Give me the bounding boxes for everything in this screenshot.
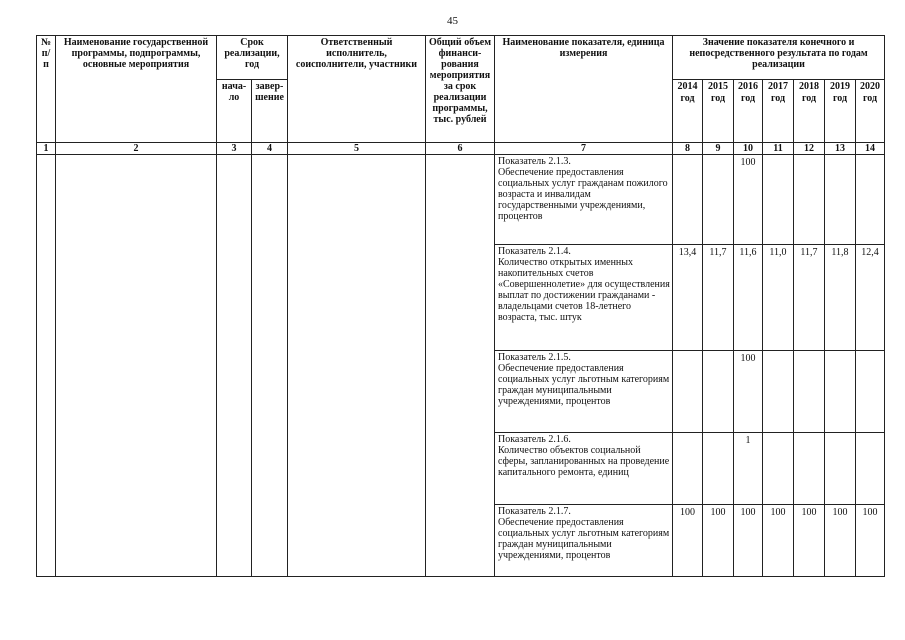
value-2015	[703, 155, 734, 245]
value-2018: 100	[794, 505, 825, 577]
header-period: Срок реализации, год	[217, 36, 288, 80]
value-2020	[856, 155, 885, 245]
indicator-code: Показатель 2.1.6.	[498, 434, 571, 445]
header-number: № п/п	[37, 36, 56, 143]
column-number: 2	[56, 143, 217, 155]
value-2017: 11,0	[763, 245, 794, 351]
empty-cell	[56, 155, 217, 577]
header-year-2016: 2016 год	[734, 80, 763, 143]
value-2019	[825, 351, 856, 433]
value-2017	[763, 155, 794, 245]
header-year-2018: 2018 год	[794, 80, 825, 143]
indicator-code: Показатель 2.1.5.	[498, 352, 571, 363]
indicator-code: Показатель 2.1.4.	[498, 246, 571, 257]
indicator-text: Количество объектов социальной сферы, запланированных на проведение капитального ремонта, единиц	[498, 445, 670, 478]
column-number: 7	[495, 143, 673, 155]
table-row	[37, 155, 885, 245]
value-2016: 100	[734, 155, 763, 245]
value-2015	[703, 351, 734, 433]
empty-cell	[252, 155, 288, 577]
column-number: 10	[734, 143, 763, 155]
indicator-text: Обеспечение предоставления социальных услуг льготным категориям граждан муниципальными учреждениями, процентов	[498, 517, 670, 561]
empty-cell	[37, 155, 56, 577]
indicator-code: Показатель 2.1.7.	[498, 506, 571, 517]
header-period-start: нача-ло	[217, 80, 252, 143]
page-number: 45	[447, 15, 458, 27]
indicator-text: Обеспечение предоставления социальных услуг гражданам пожилого возраста и инвалидам государственными учреждениями, процентов	[498, 167, 668, 222]
empty-cell	[217, 155, 252, 577]
value-2015	[703, 433, 734, 505]
indicator-cell	[495, 351, 673, 433]
value-2015: 11,7	[703, 245, 734, 351]
indicator-cell	[495, 433, 673, 505]
value-2018	[794, 155, 825, 245]
value-2020	[856, 351, 885, 433]
value-2017	[763, 433, 794, 505]
value-2016: 1	[734, 433, 763, 505]
value-2015: 100	[703, 505, 734, 577]
header-year-2015: 2015 год	[703, 80, 734, 143]
column-number: 4	[252, 143, 288, 155]
value-2014	[673, 351, 703, 433]
indicator-text: Обеспечение предоставления социальных услуг льготным категориям граждан муниципальными учреждениями, процентов	[498, 363, 670, 407]
value-2019	[825, 155, 856, 245]
value-2014	[673, 155, 703, 245]
indicator-cell	[495, 245, 673, 351]
header-indicator-name: Наименование показателя, единица измерения	[495, 36, 673, 143]
header-period-end: завер-шение	[252, 80, 288, 143]
indicator-code: Показатель 2.1.3.	[498, 156, 571, 167]
value-2017	[763, 351, 794, 433]
column-number: 14	[856, 143, 885, 155]
column-number: 13	[825, 143, 856, 155]
value-2016: 100	[734, 351, 763, 433]
header-year-2014: 2014 год	[673, 80, 703, 143]
value-2020	[856, 433, 885, 505]
empty-cell	[426, 155, 495, 577]
value-2014	[673, 433, 703, 505]
column-number: 11	[763, 143, 794, 155]
value-2016: 11,6	[734, 245, 763, 351]
header-financing: Общий объем финанси-рования мероприятия за срок реализации программы, тыс. рублей	[426, 36, 495, 143]
column-number: 5	[288, 143, 426, 155]
header-year-2020: 2020 год	[856, 80, 885, 143]
header-program-name: Наименование государственной программы, подпрограммы, основные мероприятия	[56, 36, 217, 143]
indicator-cell	[495, 505, 673, 577]
column-number: 1	[37, 143, 56, 155]
column-number: 8	[673, 143, 703, 155]
value-2014: 100	[673, 505, 703, 577]
value-2018	[794, 351, 825, 433]
indicators-table	[36, 35, 885, 577]
indicator-cell	[495, 155, 673, 245]
column-number: 9	[703, 143, 734, 155]
value-2016: 100	[734, 505, 763, 577]
header-values-by-year: Значение показателя конечного и непосредственного результата по годам реализации	[673, 36, 885, 80]
value-2020: 100	[856, 505, 885, 577]
header-year-2017: 2017 год	[763, 80, 794, 143]
value-2019	[825, 433, 856, 505]
value-2014: 13,4	[673, 245, 703, 351]
header-executor: Ответственный исполнитель, соисполнители, участники	[288, 36, 426, 143]
column-number: 3	[217, 143, 252, 155]
empty-cell	[288, 155, 426, 577]
header-year-2019: 2019 год	[825, 80, 856, 143]
column-number: 6	[426, 143, 495, 155]
value-2020: 12,4	[856, 245, 885, 351]
value-2018	[794, 433, 825, 505]
column-number: 12	[794, 143, 825, 155]
value-2017: 100	[763, 505, 794, 577]
value-2019: 100	[825, 505, 856, 577]
value-2019: 11,8	[825, 245, 856, 351]
indicator-text: Количество открытых именных накопительных счетов «Совершеннолетие» для осуществления выплат по достижении гражданами - владельцами счетов 18-летнего возраста, тыс. штук	[498, 257, 670, 323]
value-2018: 11,7	[794, 245, 825, 351]
column-number-row	[37, 143, 885, 155]
